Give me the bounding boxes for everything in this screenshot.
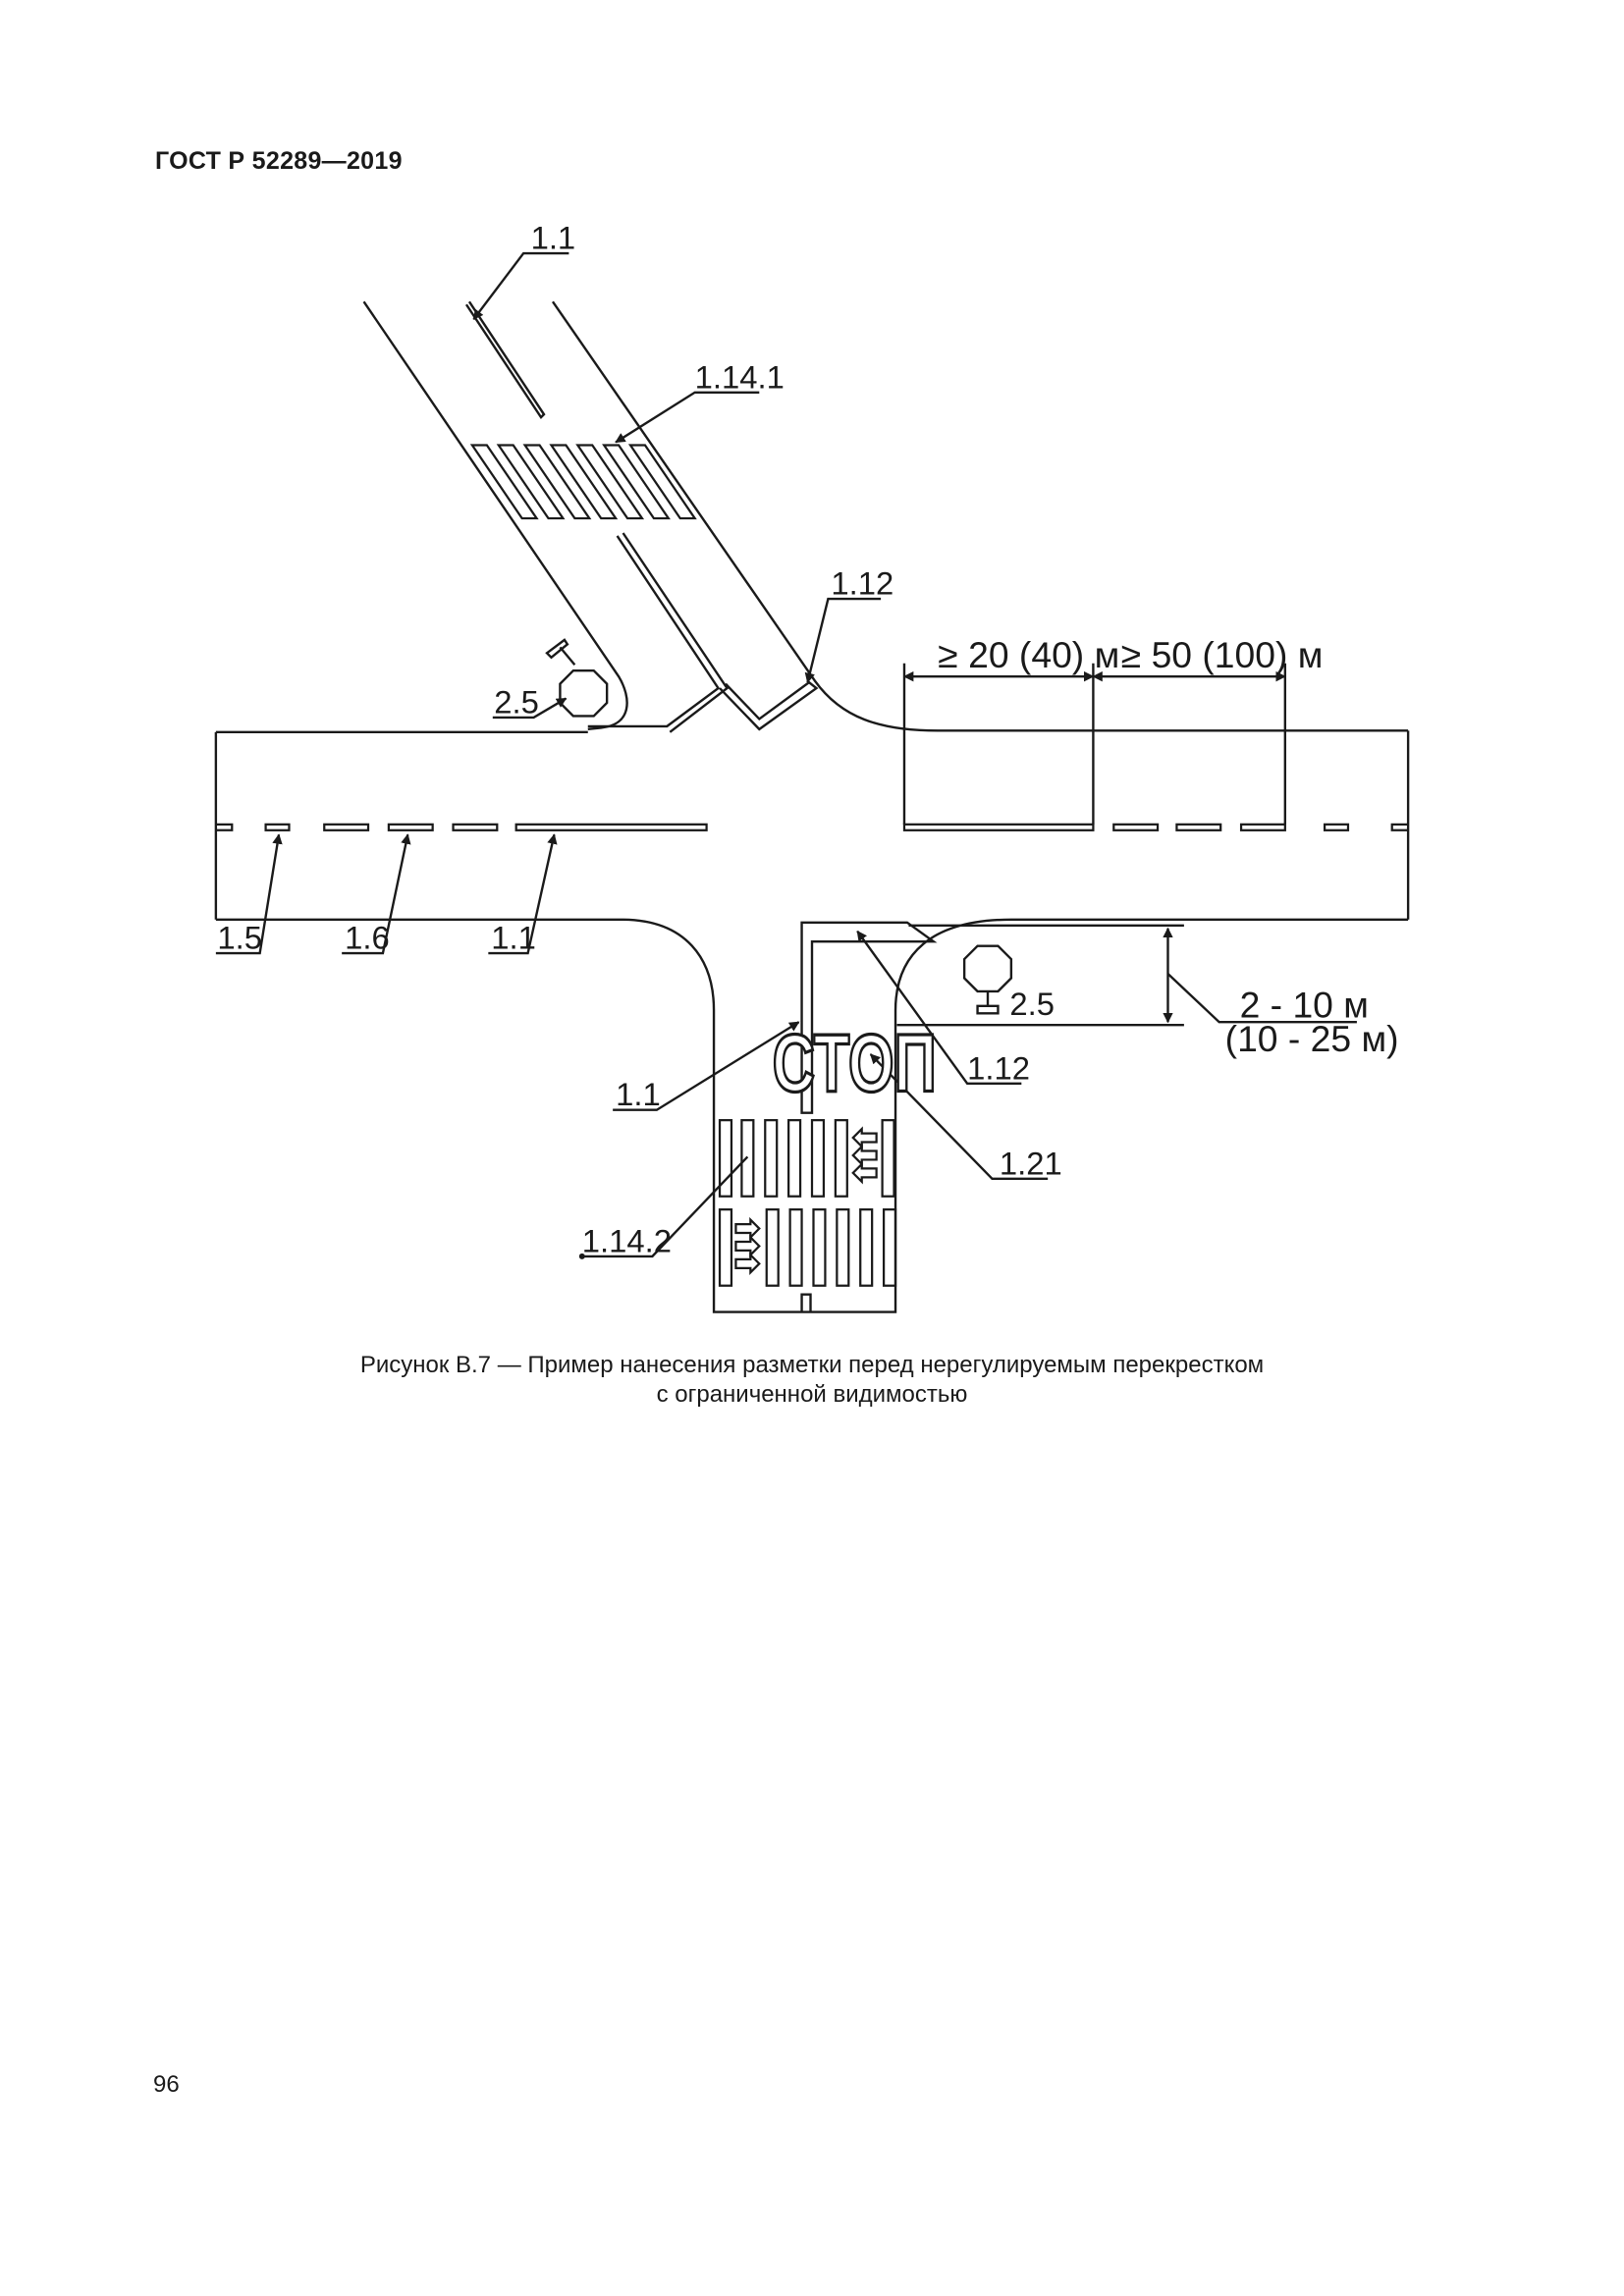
leader-1-1-top — [473, 253, 568, 319]
label-2-5-left: 2.5 — [494, 683, 539, 721]
label-2-5-right: 2.5 — [1009, 985, 1055, 1022]
marking-1-1-top — [466, 301, 544, 417]
label-1-5: 1.5 — [217, 919, 262, 956]
label-1-1-main: 1.1 — [491, 919, 536, 956]
dim-label-20: ≥ 20 (40) м — [938, 634, 1120, 676]
marking-1-12-top — [720, 682, 816, 729]
dim-label-50: ≥ 50 (100) м — [1120, 634, 1324, 676]
label-1-21: 1.21 — [999, 1145, 1062, 1182]
stop-sign-right — [964, 946, 1011, 1014]
crosswalk-1-14-1 — [472, 445, 695, 518]
crosswalk-1-14-2 — [720, 1120, 895, 1286]
label-1-6: 1.6 — [345, 919, 390, 956]
label-1-14-2: 1.14.2 — [581, 1222, 672, 1259]
label-1-1-bottom: 1.1 — [616, 1076, 661, 1113]
label-1-1-top: 1.1 — [530, 219, 576, 256]
caption-line-2: с ограниченной видимостью — [656, 1381, 968, 1408]
figure-caption — [0, 1351, 1624, 1410]
label-1-12-bottom: 1.12 — [967, 1049, 1030, 1087]
main-road-center-dashes — [216, 825, 1408, 830]
document-header: ГОСТ Р 52289—2019 — [155, 147, 403, 175]
leader-1-14-1 — [616, 393, 759, 443]
dim-label-10-25: (10 - 25 м) — [1224, 1018, 1399, 1060]
label-1-12-top: 1.12 — [831, 564, 894, 602]
label-1-14-1: 1.14.1 — [694, 358, 785, 396]
dim-label-2-10: 2 - 10 м — [1239, 984, 1369, 1026]
leader-1-12-top — [808, 599, 882, 682]
caption-line-1: Рисунок В.7 — Пример нанесения разметки перед нерегулируемым перекрестком — [359, 1352, 1265, 1378]
page-number: 96 — [153, 2071, 180, 2098]
stop-word-marking: СТОП — [772, 1017, 937, 1109]
